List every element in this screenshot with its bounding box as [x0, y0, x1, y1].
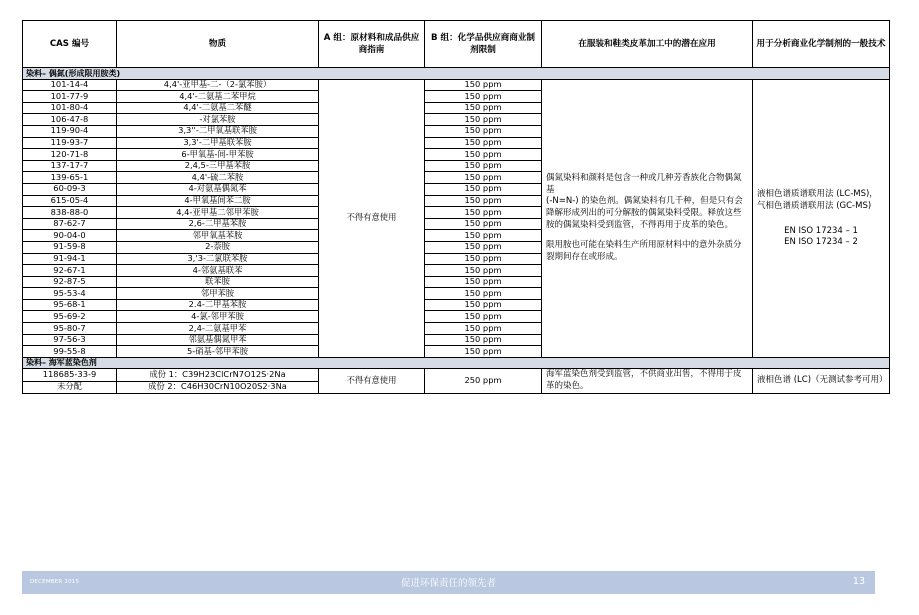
limit-cell: 150 ppm: [425, 299, 542, 311]
standard-ref: EN ISO 17234 – 2: [784, 236, 858, 247]
footer-date: DECEMBER 2015: [30, 579, 80, 585]
limit-cell: 150 ppm: [425, 253, 542, 265]
footer-slogan: 促进环保责任的领先者: [400, 578, 496, 589]
cas-cell: 92-87-5: [23, 276, 117, 288]
substance-cell: 4-甲氧基间苯二胺: [117, 195, 319, 207]
substance-cell: 2-萘胺: [117, 241, 319, 253]
limit-cell: 150 ppm: [425, 114, 542, 126]
cas-cell: 60-09-3: [23, 183, 117, 195]
substance-cell: 成份 1：C39H23ClCrN7O12S·2Na: [117, 369, 319, 381]
table-row: [23, 369, 890, 381]
limit-cell: 150 ppm: [425, 125, 542, 137]
table-row: [23, 79, 890, 91]
cas-cell: 未分配: [23, 381, 117, 393]
substance-cell: 4-对氨基偶氮苯: [117, 183, 319, 195]
section-header-navy: [23, 357, 890, 369]
header-group-a: A 组：原材料和成品供应商指南: [319, 21, 425, 68]
header-substance: 物质: [117, 21, 319, 68]
substance-cell: 6-甲氧基-间-甲苯胺: [117, 149, 319, 161]
table-header-row: [23, 21, 890, 68]
application-line-2: (-N=N-) 的染色剂。偶氮染料有几千种，但是只有会降解形成列出的可分解胺的偶氮染料受限。释放这些胺的偶氮染料受到监管，不得再用于皮革的染色。: [546, 196, 743, 230]
cas-cell: 95-68-1: [23, 299, 117, 311]
cas-cell: 101-77-9: [23, 91, 117, 103]
cas-cell: 101-14-4: [23, 79, 117, 91]
cas-cell: 87-62-7: [23, 218, 117, 230]
limit-cell: 150 ppm: [425, 334, 542, 346]
limit-cell: 150 ppm: [425, 102, 542, 114]
cas-cell: 99-55-8: [23, 346, 117, 358]
limit-cell: 150 ppm: [425, 91, 542, 103]
substance-cell: 邻甲苯胺: [117, 288, 319, 300]
cas-cell: 91-94-1: [23, 253, 117, 265]
section-title-azo: 染料– 偶氮(形成限用胺类): [23, 68, 890, 80]
technique-text: 液相色谱质谱联用法 (LC-MS)，气相色谱质谱联用法 (GC-MS): [757, 189, 878, 211]
limit-cell: 150 ppm: [425, 288, 542, 300]
limit-cell: 150 ppm: [425, 241, 542, 253]
substance-cell: -对氯苯胺: [117, 114, 319, 126]
section-title-navy: 染料– 海军蓝染色剂: [23, 357, 890, 369]
substance-cell: 3,3''-二甲氧基联苯胺: [117, 125, 319, 137]
limit-cell: 150 ppm: [425, 137, 542, 149]
header-cas: CAS 编号: [23, 21, 117, 68]
standards-list: [757, 226, 885, 247]
header-technique: 用于分析商业化学制剂的一般技术: [753, 21, 890, 68]
substance-cell: 2.4-二甲基苯胺: [117, 299, 319, 311]
limit-cell: 150 ppm: [425, 160, 542, 172]
substance-cell: 邻甲氧基苯胺: [117, 230, 319, 242]
limit-cell: 150 ppm: [425, 172, 542, 184]
substance-cell: 4-氯-邻甲苯胺: [117, 311, 319, 323]
technique-cell: [753, 79, 890, 357]
page-number: 13: [852, 576, 865, 587]
substance-cell: 联苯胺: [117, 276, 319, 288]
application-cell: 海军蓝染色剂受到监管，不供商业出售，不得用于皮革的染色。: [542, 369, 753, 393]
limit-cell: 150 ppm: [425, 265, 542, 277]
cas-cell: 119-90-4: [23, 125, 117, 137]
cas-cell: 91-59-8: [23, 241, 117, 253]
restricted-substances-table: [22, 20, 890, 394]
cas-cell: 92-67-1: [23, 265, 117, 277]
technique-cell: 液相色谱 (LC)（无测试参考可用）: [753, 369, 890, 393]
limit-cell: 150 ppm: [425, 183, 542, 195]
cas-cell: 118685-33-9: [23, 369, 117, 381]
cas-cell: 120-71-8: [23, 149, 117, 161]
cas-cell: 90-04-0: [23, 230, 117, 242]
application-line-1: 偶氮染料和颜料是包含一种或几种芳香族化合物偶氮基: [546, 173, 742, 195]
header-group-b: B 组：化学品供应商商业制剂限制: [425, 21, 542, 68]
limit-cell: 150 ppm: [425, 207, 542, 219]
limit-cell: 150 ppm: [425, 323, 542, 335]
cas-cell: 615-05-4: [23, 195, 117, 207]
limit-cell: 150 ppm: [425, 311, 542, 323]
limit-cell: 150 ppm: [425, 79, 542, 91]
substance-cell: 4,4'-二氨基二苯醚: [117, 102, 319, 114]
substance-cell: 5-硝基-邻甲苯胺: [117, 346, 319, 358]
application-cell: [542, 79, 753, 357]
substance-cell: 邻氨基偶氮甲苯: [117, 334, 319, 346]
cas-cell: 838-88-0: [23, 207, 117, 219]
section-header-azo: [23, 68, 890, 80]
cas-cell: 95-53-4: [23, 288, 117, 300]
limit-cell: 150 ppm: [425, 195, 542, 207]
page-footer: [22, 571, 875, 594]
limit-cell: 150 ppm: [425, 346, 542, 358]
header-application: 在服装和鞋类皮革加工中的潜在应用: [542, 21, 753, 68]
group-a-cell: 不得有意使用: [319, 79, 425, 357]
substance-cell: 4,4'-硫二苯胺: [117, 172, 319, 184]
cas-cell: 95-69-2: [23, 311, 117, 323]
cas-cell: 106-47-8: [23, 114, 117, 126]
cas-cell: 139-65-1: [23, 172, 117, 184]
substance-cell: 4,4'-亚甲基-二-（2-氯苯胺）: [117, 79, 319, 91]
substance-cell: 2,6-二甲基苯胺: [117, 218, 319, 230]
substance-cell: 成份 2：C46H30CrN10O20S2·3Na: [117, 381, 319, 393]
cas-cell: 137-17-7: [23, 160, 117, 172]
substance-cell: 4,4-亚甲基二邻甲苯胺: [117, 207, 319, 219]
limit-cell: 150 ppm: [425, 149, 542, 161]
application-note: 限用胺也可能在染料生产所用原材料中的意外杂质分裂期间存在或形成。: [546, 240, 742, 262]
limit-cell: 150 ppm: [425, 230, 542, 242]
standard-ref: EN ISO 17234 – 1: [784, 226, 858, 237]
substance-cell: 3,3'-二甲基联苯胺: [117, 137, 319, 149]
substance-cell: 3,'3-二氯联苯胺: [117, 253, 319, 265]
cas-cell: 101-80-4: [23, 102, 117, 114]
substance-cell: 2,4-二氨基甲苯: [117, 323, 319, 335]
substance-cell: 4,4'-二氨基二苯甲烷: [117, 91, 319, 103]
substance-cell: 4-邻氨基联苯: [117, 265, 319, 277]
application-text: [546, 173, 748, 231]
limit-cell: 250 ppm: [425, 369, 542, 393]
cas-cell: 97-56-3: [23, 334, 117, 346]
limit-cell: 150 ppm: [425, 276, 542, 288]
cas-cell: 95-80-7: [23, 323, 117, 335]
group-a-cell: 不得有意使用: [319, 369, 425, 393]
substance-cell: 2,4,5-三甲基苯胺: [117, 160, 319, 172]
limit-cell: 150 ppm: [425, 218, 542, 230]
cas-cell: 119-93-7: [23, 137, 117, 149]
